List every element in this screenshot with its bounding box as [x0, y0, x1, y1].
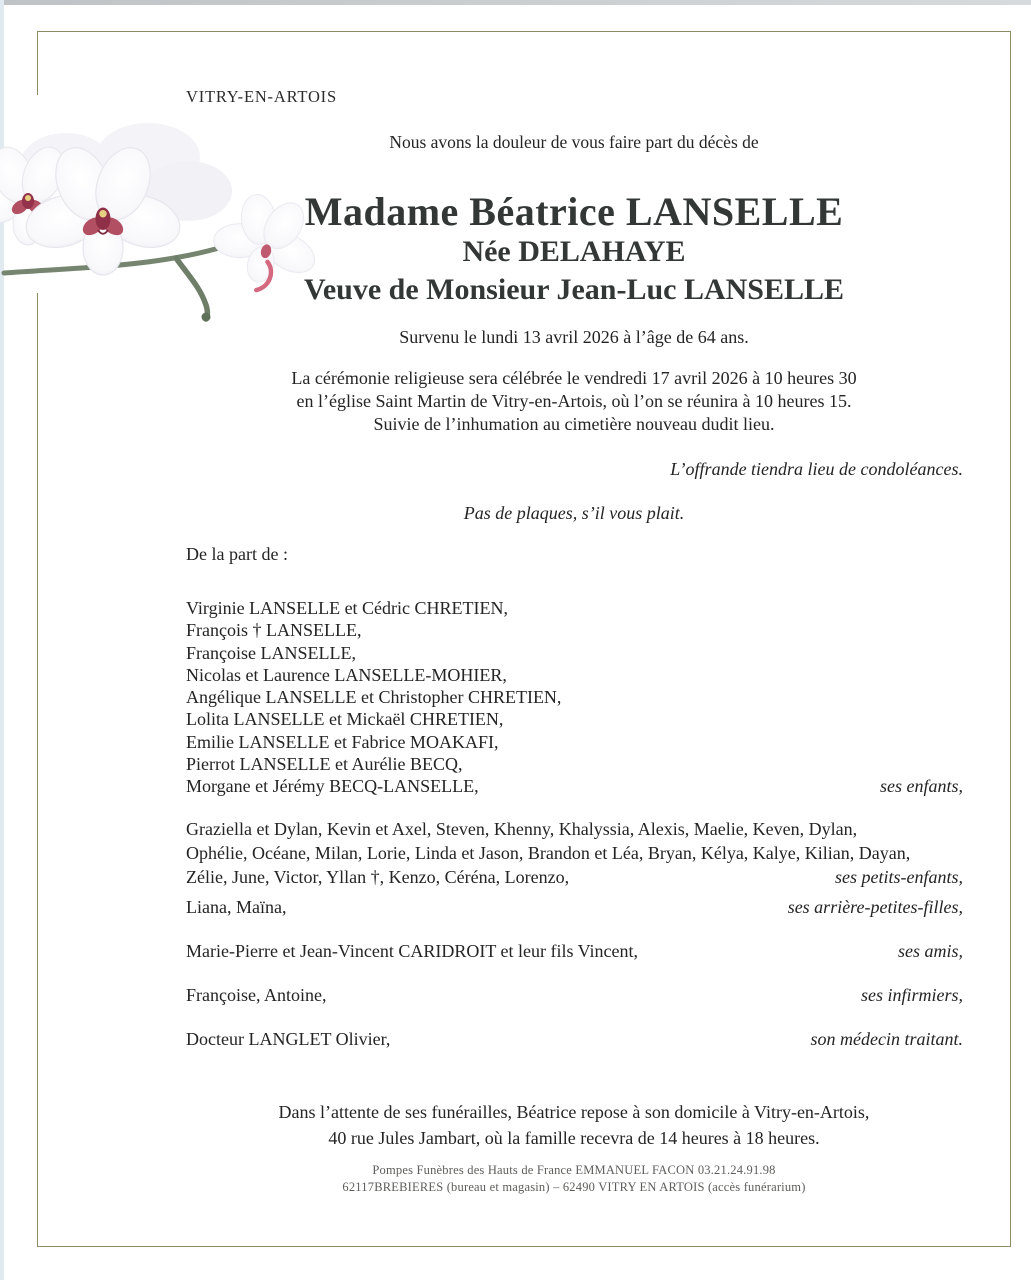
no-plaques-note: Pas de plaques, s’il vous plait.	[463, 503, 685, 523]
grandchild-line: Ophélie, Océane, Milan, Lorie, Linda et Jason, Brandon et Léa, Bryan, Kélya, Kalye, Kilian, Dayan,	[186, 843, 911, 863]
grandchildren-relation-label: ses petits-enfants,	[835, 867, 963, 887]
relation-label: ses infirmiers,	[860, 985, 963, 1005]
ceremony-paragraph	[185, 367, 963, 437]
relation-label: son médecin traitant.	[810, 1029, 963, 1049]
ceremony-line: Suivie de l’inhumation au cimetière nouveau dudit lieu.	[373, 414, 775, 435]
relative-row	[186, 941, 963, 962]
intro-line: Nous avons la douleur de vous faire part du décès de	[389, 132, 759, 152]
scan-edge-top	[0, 0, 1031, 5]
relative-row	[186, 1029, 963, 1050]
children-relation-label: ses enfants,	[880, 776, 963, 797]
child-line: Emilie LANSELLE et Fabrice MOAKAFI,	[186, 731, 499, 752]
funeral-home-line: Pompes Funèbres des Hauts de France EMMANUEL FACON 03.21.24.91.98	[372, 1163, 776, 1177]
closing-line: Dans l’attente de ses funérailles, Béatrice repose à son domicile à Vitry-en-Artois,	[278, 1102, 870, 1122]
maiden-name-line: Née DELAHAYE	[462, 235, 686, 268]
children-list	[186, 597, 963, 798]
ceremony-line: en l’église Saint Martin de Vitry-en-Artois, où l’on se réunira à 10 heures 15.	[296, 391, 852, 412]
relative-row	[186, 897, 963, 918]
funeral-home-line: 62117BREBIERES (bureau et magasin) – 62490 VITRY EN ARTOIS (accès funérarium)	[342, 1179, 806, 1194]
from-heading: De la part de :	[186, 544, 288, 564]
offering-note: L’offrande tiendra lieu de condoléances.	[670, 459, 963, 479]
relative-names: Françoise, Antoine,	[186, 985, 327, 1005]
child-line: Pierrot LANSELLE et Aurélie BECQ,	[186, 754, 463, 775]
grandchildren-paragraph	[186, 817, 963, 889]
widow-line: Veuve de Monsieur Jean-Luc LANSELLE	[303, 273, 845, 306]
child-line: Morgane et Jérémy BECQ-LANSELLE,	[186, 776, 479, 797]
relative-names: Marie-Pierre et Jean-Vincent CARIDROIT et leur fils Vincent,	[186, 941, 639, 961]
closing-paragraph	[185, 1100, 963, 1151]
funeral-home-footer	[185, 1162, 963, 1195]
child-line: Lolita LANSELLE et Mickaël CHRETIEN,	[186, 709, 504, 730]
child-line: François † LANSELLE,	[186, 620, 362, 641]
relation-label: ses amis,	[897, 941, 963, 961]
ceremony-line: La cérémonie religieuse sera célébrée le vendredi 17 avril 2026 à 10 heures 30	[291, 368, 857, 388]
child-line: Nicolas et Laurence LANSELLE-MOHIER,	[186, 664, 507, 685]
closing-line: 40 rue Jules Jambart, où la famille recevra de 14 heures à 18 heures.	[328, 1127, 820, 1148]
child-line: Virginie LANSELLE et Cédric CHRETIEN,	[186, 598, 509, 618]
deceased-name: Madame Béatrice LANSELLE	[304, 189, 844, 234]
grandchild-line: Zélie, June, Victor, Yllan †, Kenzo, Céréna, Lorenzo,	[186, 867, 570, 887]
death-date-line: Survenu le lundi 13 avril 2026 à l’âge de 64 ans.	[399, 327, 749, 347]
relative-row	[186, 985, 963, 1006]
relation-label: ses arrière-petites-filles,	[787, 897, 963, 917]
child-line: Françoise LANSELLE,	[186, 642, 356, 663]
relative-names: Liana, Maïna,	[186, 897, 287, 917]
child-line: Angélique LANSELLE et Christopher CHRETIEN,	[186, 687, 562, 708]
city-name: VITRY-EN-ARTOIS	[186, 87, 337, 106]
grandchild-line: Graziella et Dylan, Kevin et Axel, Steven, Khenny, Khalyssia, Alexis, Maelie, Keven, Dylan,	[186, 819, 858, 839]
relative-names: Docteur LANGLET Olivier,	[186, 1029, 391, 1049]
